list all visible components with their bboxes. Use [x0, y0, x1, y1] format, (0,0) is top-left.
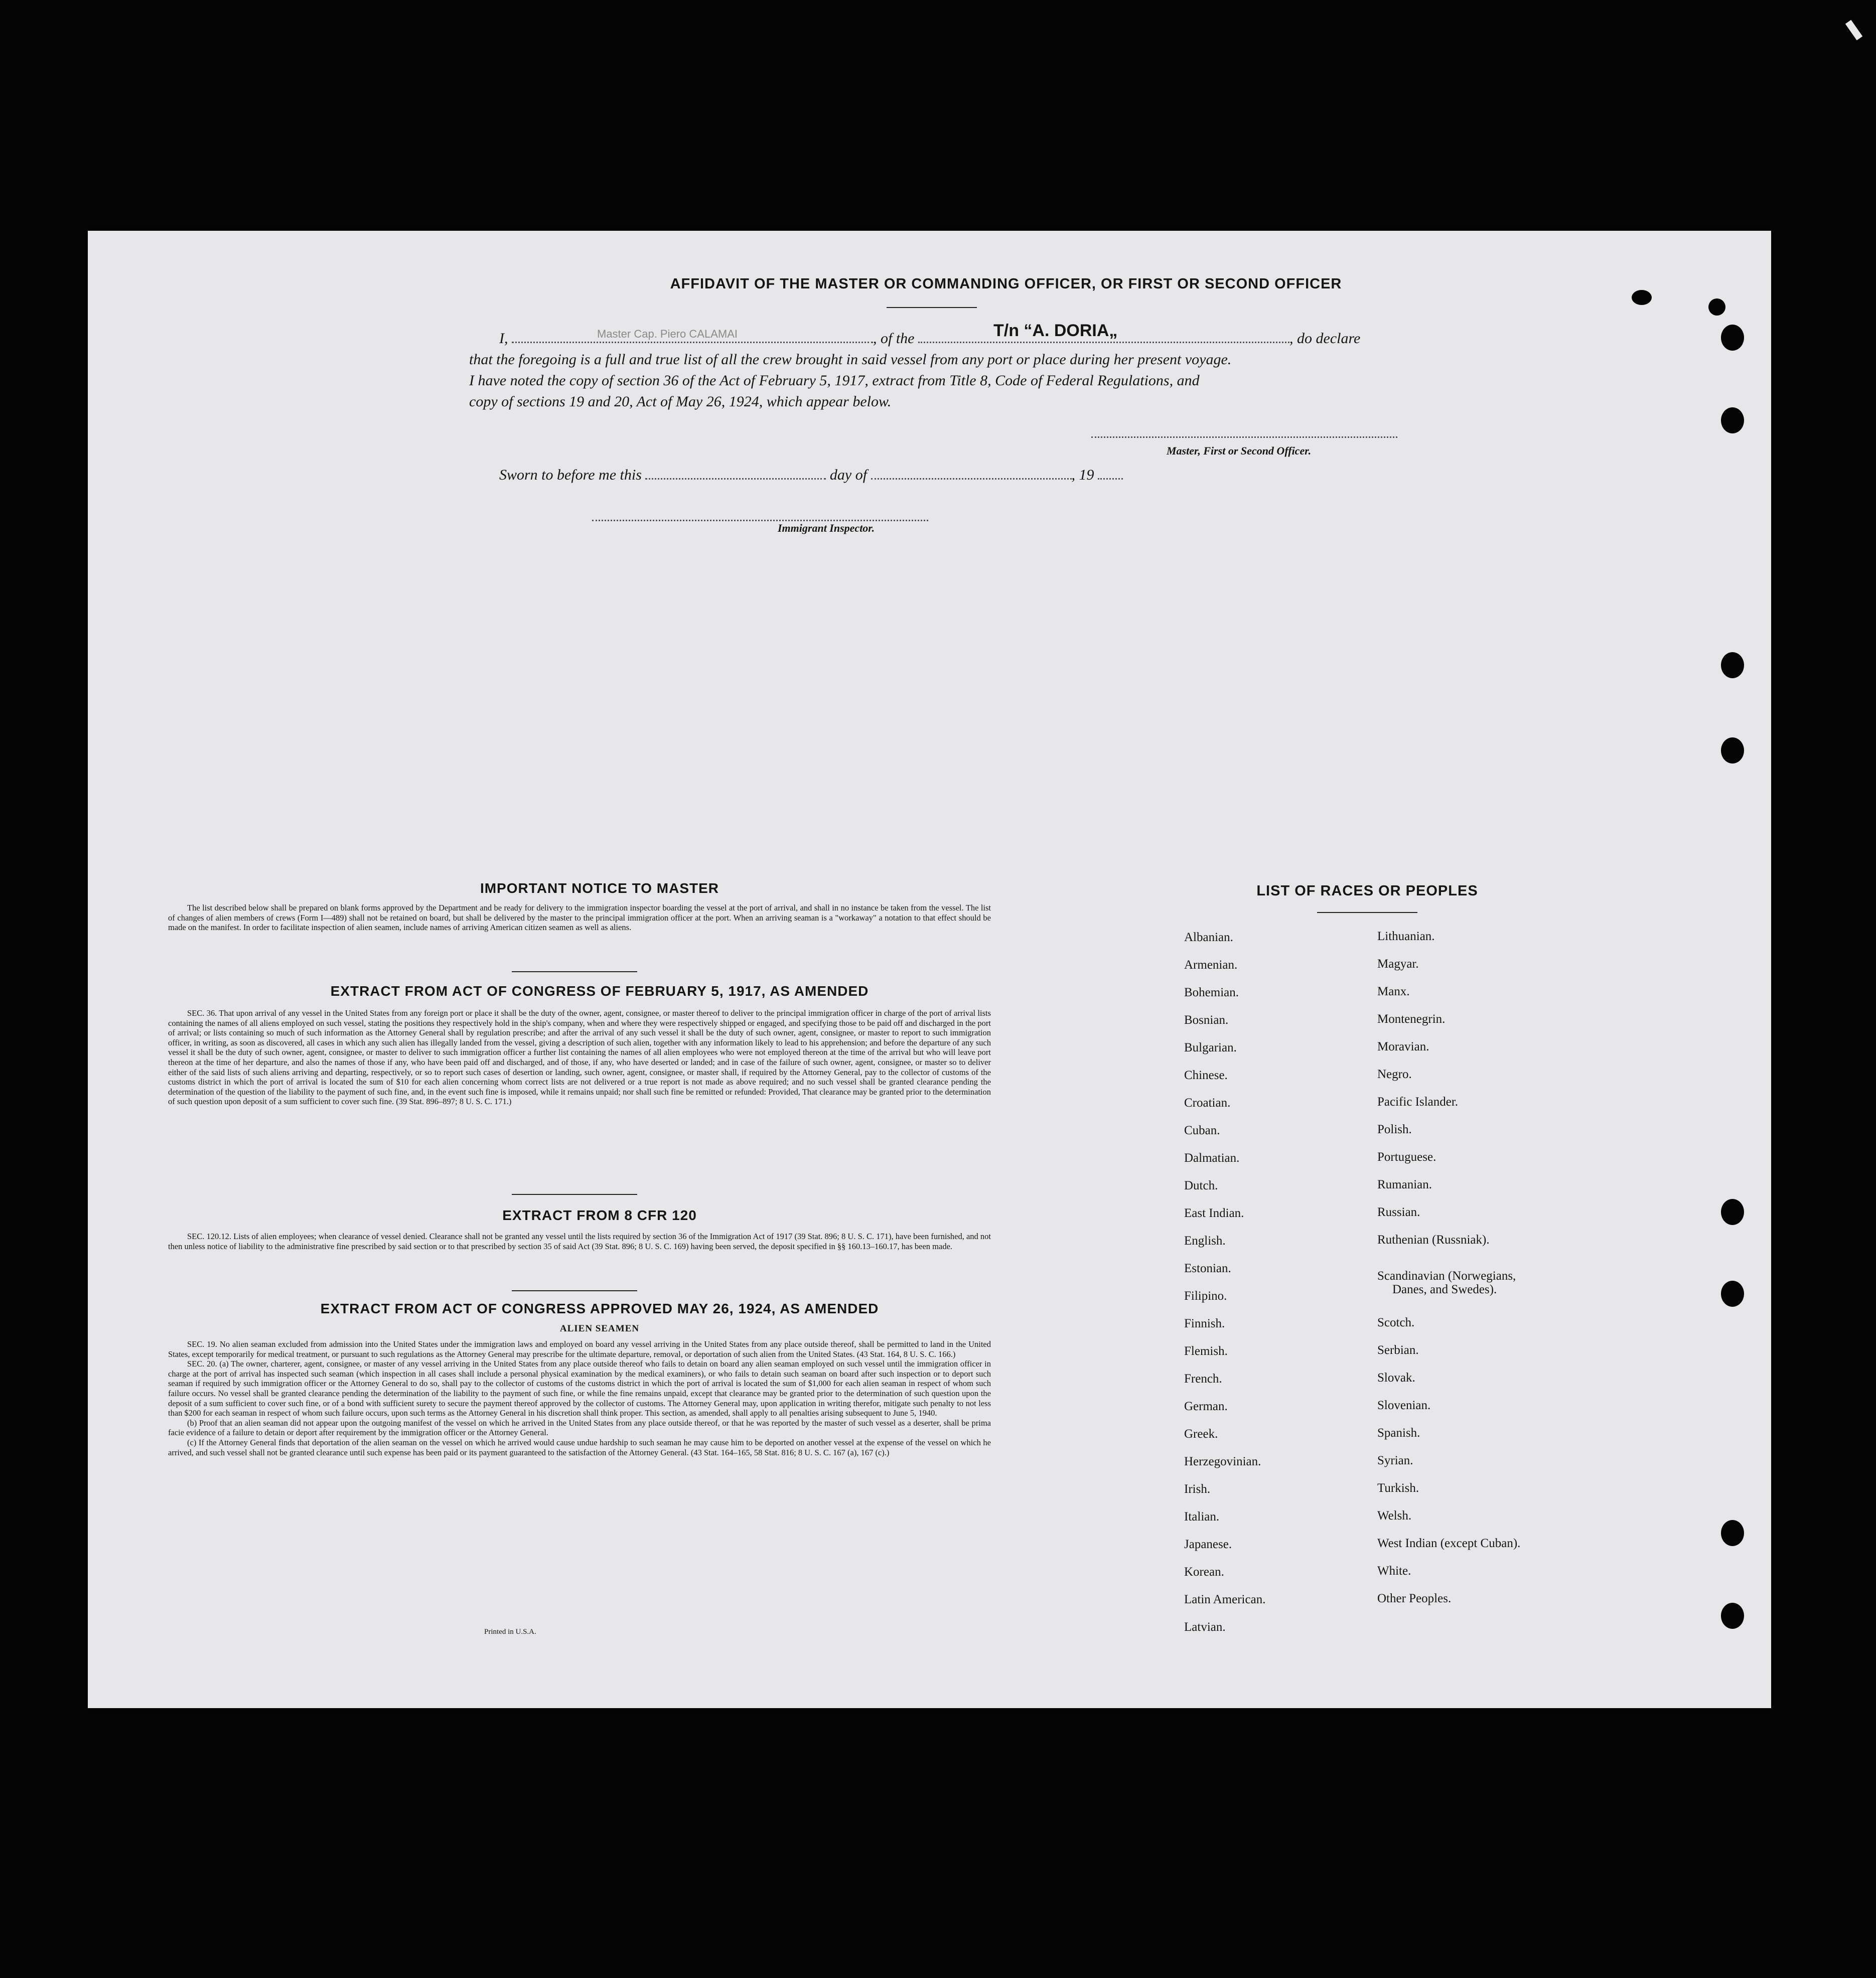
race-item: Syrian. — [1377, 1454, 1413, 1467]
master-name-value: Master Cap. Piero CALAMAI — [597, 328, 738, 340]
signature-caption: Master, First or Second Officer. — [1167, 444, 1312, 457]
race-item: Finnish. — [1184, 1317, 1225, 1330]
affidavit-line-3: I have noted the copy of section 36 of the Act of February 5, 1917, extract from Title 8, Code of Federal Regulations, and — [469, 372, 1200, 389]
section-rule — [512, 1194, 637, 1195]
extract-cfr-body — [168, 1232, 991, 1251]
sworn-line — [499, 467, 1123, 484]
punch-hole — [1721, 325, 1744, 351]
sworn-day-field — [645, 467, 826, 480]
master-name-field — [512, 328, 873, 343]
sworn-year-field — [1098, 467, 1123, 480]
race-item: Turkish. — [1377, 1481, 1419, 1495]
race-item: Montenegrin. — [1377, 1012, 1446, 1026]
race-item: Russian. — [1377, 1205, 1420, 1219]
section-20c-paragraph: (c) If the Attorney General finds that deportation of the alien seaman on the vessel on which he arrived would cause undue hardship to such seaman he may cause him to be deported on another vessel at the expense of the vessel on which he arrived, and such vessel shall not be granted clearance until such expense has been paid or its payment guaranteed to the satisfaction of the Attorney General. (43 Stat. 164–165, 58 Stat. 816; 8 U. S. C. 167 (a), 167 (c).) — [168, 1437, 991, 1457]
race-item: Estonian. — [1184, 1262, 1231, 1275]
notice-body — [168, 903, 991, 933]
race-item: West Indian (except Cuban). — [1377, 1537, 1521, 1550]
race-item: French. — [1184, 1372, 1222, 1386]
sworn-label: Sworn to before me this — [499, 467, 642, 483]
punch-hole — [1721, 652, 1744, 678]
race-item: Danes, and Swedes). — [1392, 1283, 1497, 1296]
alien-seamen-subtitle: ALIEN SEAMEN — [559, 1323, 640, 1334]
race-item: East Indian. — [1184, 1206, 1244, 1220]
punch-hole — [1721, 1520, 1744, 1546]
race-item: Scotch. — [1377, 1316, 1415, 1329]
affidavit-i-label: I, — [499, 330, 508, 347]
extract-1917-title: EXTRACT FROM ACT OF CONGRESS OF FEBRUARY 5, 1917, AS AMENDED — [330, 983, 869, 999]
race-item: Slovak. — [1377, 1371, 1415, 1385]
punch-hole — [1708, 298, 1725, 316]
race-item: Flemish. — [1184, 1344, 1228, 1358]
race-item: Armenian. — [1184, 958, 1238, 972]
document-page — [88, 231, 1771, 1708]
extract-cfr-title: EXTRACT FROM 8 CFR 120 — [502, 1207, 697, 1223]
extract-1917-body — [168, 1008, 991, 1107]
film-edge-mark — [1845, 20, 1862, 41]
race-item: Portuguese. — [1377, 1150, 1436, 1164]
affidavit-title: AFFIDAVIT OF THE MASTER OR COMMANDING OFFICER, OR FIRST OR SECOND OFFICER — [670, 276, 1342, 292]
race-item: Latin American. — [1184, 1593, 1266, 1606]
punch-hole — [1721, 1199, 1744, 1225]
race-item: Japanese. — [1184, 1538, 1232, 1551]
race-item: Serbian. — [1377, 1343, 1419, 1357]
race-item: Dalmatian. — [1184, 1151, 1240, 1165]
section-20a-paragraph: SEC. 20. (a) The owner, charterer, agent, consignee, or master of any vessel arriving in the United States from any place outside thereof who fails to detain on board any alien seaman employed on such vessel until the immigration officer in charge at the port of arrival has inspected such seaman (which inspection in all cases shall include a personal physical examination by the medical examiners), or who fails to detain such seaman on board after such inspection or to deport such seaman if required by such immigration officer or the Attorney General to do so, shall pay to the collector of customs of the customs district in which the port of arrival is located the sum of $1,000 for each alien seaman in respect of whom such failure occurs. No vessel shall be granted clearance pending the determination of the liability to the payment of such fine, or while the fine remains unpaid, except that clearance may be granted prior to the determination of such question upon the deposit of a sum sufficient to cover such fine, or of a bond with sufficient surety to secure the payment thereof approved by the collector of customs. The Attorney General may, upon application in writing therefor, mitigate such penalty to not less than $200 for each seaman in respect of whom such failure occurs, upon such terms as the Attorney General in his discretion shall think proper. This section, as amended, shall apply to all penalties arising subsequent to June 5, 1940. — [168, 1359, 991, 1418]
day-of-label: day of — [829, 467, 868, 483]
race-item: Dutch. — [1184, 1179, 1218, 1192]
race-item: Croatian. — [1184, 1096, 1231, 1110]
punch-hole — [1721, 737, 1744, 764]
section-20b-paragraph: (b) Proof that an alien seaman did not appear upon the outgoing manifest of the vessel on which he arrived in the United States from any place outside thereof, or that he was reported by the master of such vessel as a deserter, shall be prima facie evidence of a failure to detain or deport after requirement by the immigration officer or the Attorney General. — [168, 1418, 991, 1438]
race-item: Greek. — [1184, 1427, 1218, 1441]
punch-hole — [1721, 407, 1744, 433]
race-item: Rumanian. — [1377, 1178, 1432, 1191]
title-rule — [887, 307, 977, 308]
extract-1924-title: EXTRACT FROM ACT OF CONGRESS APPROVED MAY 26, 1924, AS AMENDED — [320, 1301, 879, 1316]
race-item: Ruthenian (Russniak). — [1377, 1233, 1490, 1247]
inspector-caption: Immigrant Inspector. — [778, 522, 875, 534]
sworn-month-field — [871, 467, 1072, 480]
race-item: Italian. — [1184, 1510, 1220, 1524]
signature-line — [1091, 425, 1397, 438]
extract-cfr-paragraph: SEC. 120.12. Lists of alien employees; when clearance of vessel denied. Clearance shall not be granted any vessel until the lists required by section 36 of the Immigration Act of 1917 (39 Stat. 896; 8 U. S. C. 171), have been furnished, and not then unless notice of liability to the administrative fine prescribed by said section or to that prescribed by section 35 of said Act (39 Stat. 896; 8 U. S. C. 169) having been served, the deposit specified in §§ 160.13–160.17, has been made. — [168, 1232, 991, 1251]
race-item: White. — [1377, 1564, 1411, 1578]
printed-in-usa: Printed in U.S.A. — [484, 1628, 536, 1636]
extract-1917-paragraph: SEC. 36. That upon arrival of any vessel in the United States from any foreign port or place it shall be the duty of the owner, agent, consignee, or master thereof to deliver to the principal immigration officer in charge of the port of arrival lists containing the names of all aliens employed on such vessel, stating the positions they respectively hold in the ship's company, when and where they were respectively shipped or engaged, and specifying those to be paid off and discharged in the port of arrival; or lists containing so much of such information as the Attorney General shall by regulation prescribe; and after the arrival of any such vessel it shall be the duty of such owner, agent, consignee, or master to report to such immigration officer, in writing, as soon as discovered, all cases in which any such alien has illegally landed from the vessel, giving a description of such alien, together with any information likely to lead to his apprehension; and before the departure of any such vessel it shall be the duty of such owner, agent, consignee, or master to deliver to such immigration officer a further list containing the names of all alien employees who were not employed thereon at the time of the arrival but who will leave port thereon at the time of her departure, and also the names of those if any, who have been paid off and discharged, and of those, if any, who have deserted or landed; and in case of the failure of such owner, agent, consignee, or master so to deliver either of the said lists of such aliens arriving and departing, respectively, or so to report such cases of desertion or landing, such owner, agent, consignee, or master shall, if required by the Attorney General, pay to the collector of customs of the customs district in which the port of arrival is located the sum of $10 for each alien concerning whom correct lists are not delivered or a true report is not made as above required; and no such vessel shall be granted clearance pending the determination of the question of the liability to the payment of such fine, and, in the event such fine is imposed, while it remains unpaid; nor shall such fine be remitted or refunded: Provided, That clearance may be granted prior to the determination of such question upon deposit of a sum sufficient to cover such fine. (39 Stat. 896–897; 8 U. S. C. 171.) — [168, 1008, 991, 1107]
affidavit-line-2: that the foregoing is a full and true list of all the crew brought in said vessel from any port or place during her present voyage. — [469, 351, 1232, 368]
year-label: , 19 — [1071, 467, 1094, 483]
of-the-label: , of the — [873, 330, 915, 347]
race-item: Moravian. — [1377, 1040, 1429, 1053]
race-item: English. — [1184, 1234, 1226, 1248]
race-item: Filipino. — [1184, 1289, 1227, 1303]
race-item: Korean. — [1184, 1565, 1224, 1579]
punch-hole — [1721, 1281, 1744, 1307]
race-item: Lithuanian. — [1377, 930, 1435, 943]
race-item: Albanian. — [1184, 931, 1233, 944]
punch-hole — [1721, 1603, 1744, 1629]
races-title: LIST OF RACES OR PEOPLES — [1256, 883, 1478, 899]
do-declare-label: , do declare — [1289, 330, 1361, 347]
race-item: Bulgarian. — [1184, 1041, 1237, 1054]
race-item: Bosnian. — [1184, 1013, 1229, 1027]
inspector-signature-line — [592, 509, 928, 521]
section-rule — [512, 1290, 637, 1291]
race-item: Welsh. — [1377, 1509, 1412, 1523]
race-item: Negro. — [1377, 1068, 1412, 1081]
race-item: Spanish. — [1377, 1426, 1420, 1440]
section-19-paragraph: SEC. 19. No alien seaman excluded from admission into the United States under the immigration laws and employed on board any vessel arriving in the United States from any place outside thereof, shall be permitted to land in the United States, except temporarily for medical treatment, or pursuant to such regulations as the Attorney General may prescribe for the ultimate departure, removal, or deportation of such alien from the United States. (43 Stat. 164, 8 U. S. C. 166.) — [168, 1339, 991, 1359]
race-item: Cuban. — [1184, 1124, 1220, 1137]
race-item: Pacific Islander. — [1377, 1095, 1459, 1109]
race-item: Bohemian. — [1184, 986, 1239, 999]
race-item: Irish. — [1184, 1482, 1211, 1496]
race-item: Manx. — [1377, 985, 1410, 998]
race-item: German. — [1184, 1400, 1228, 1413]
race-item: Herzegovinian. — [1184, 1455, 1261, 1468]
affidavit-line-4: copy of sections 19 and 20, Act of May 26, 1924, which appear below. — [469, 393, 892, 410]
race-item: Chinese. — [1184, 1069, 1228, 1082]
race-item: Latvian. — [1184, 1620, 1226, 1634]
race-item: Scandinavian (Norwegians, — [1377, 1269, 1516, 1283]
races-title-rule — [1317, 912, 1417, 913]
vessel-name-value: T/n “A. DORIA„ — [993, 321, 1118, 340]
notice-paragraph: The list described below shall be prepared on blank forms approved by the Department and be ready for delivery to the immigration inspector boarding the vessel at the port of arrival, and shall in no instance be taken from the vessel. The list of changes of alien members of crews (Form I—489) shall not be retained on board, but shall be delivered by the master to the principal immigration officer at the port. When an arriving seaman is a "workaway" a notation to that effect should be made on the manifest. In order to facilitate inspection of alien seamen, include names of arriving American citizen seamen as well as aliens. — [168, 903, 991, 933]
race-item: Polish. — [1377, 1123, 1412, 1136]
notice-title: IMPORTANT NOTICE TO MASTER — [480, 880, 719, 896]
race-item: Slovenian. — [1377, 1399, 1431, 1412]
race-item: Other Peoples. — [1377, 1592, 1452, 1605]
extract-1924-body — [168, 1339, 991, 1457]
section-rule — [512, 971, 637, 972]
affidavit-line-1 — [499, 321, 1361, 347]
race-item: Magyar. — [1377, 957, 1419, 971]
vessel-name-field — [918, 321, 1289, 343]
punch-hole — [1632, 290, 1652, 305]
